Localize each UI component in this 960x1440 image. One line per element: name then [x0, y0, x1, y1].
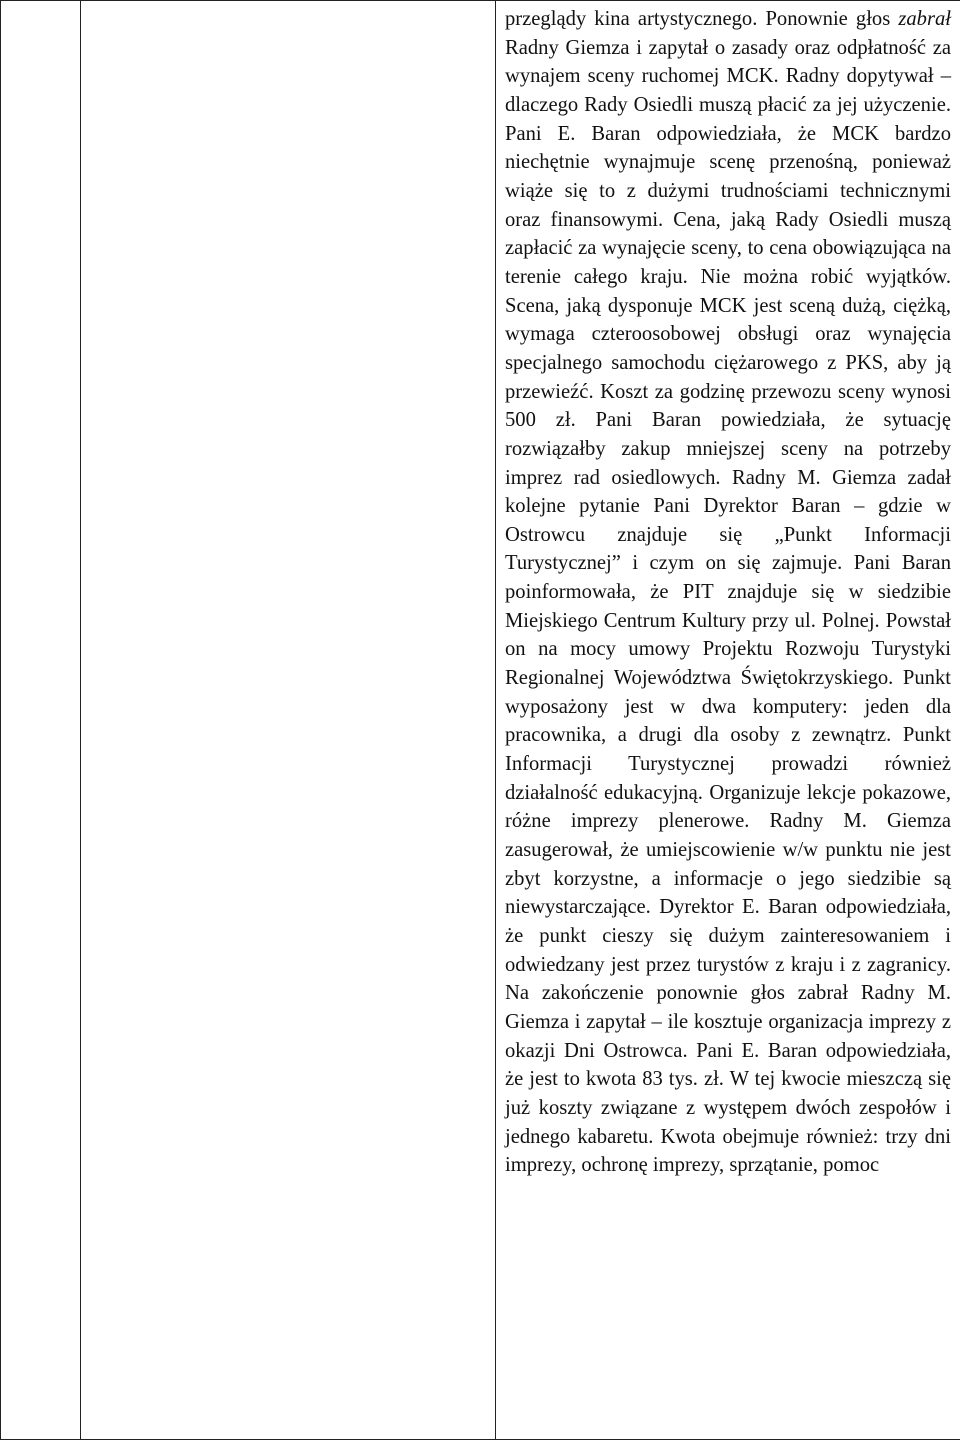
table-cell-item [81, 1, 496, 1440]
minutes-text-italic: zabrał [898, 8, 951, 30]
table-cell-minutes [496, 1, 960, 1440]
table-row [1, 1, 960, 1440]
minutes-text-part-1: przeglądy kina artystycznego. Ponownie głos [505, 8, 890, 30]
table-cell-number [1, 1, 81, 1440]
minutes-text-part-2: Radny Giemza i zapytał o zasady oraz odpłatność za wynajem sceny ruchomej MCK. Radny dopytywał – dlaczego Rady Osiedli muszą płacić za jej użyczenie. Pani E. Baran odpowiedziała, że MCK bardzo niechętnie wynajmuje scenę przenośną, ponieważ wiąże się to z dużymi trudnościami technicznymi oraz finansowymi. Cena, jaką Rady Osiedli muszą zapłacić za wynajęcie sceny, to cena obowiązująca na terenie całego kraju. Nie można robić wyjątków. Scena, jaką dysponuje MCK jest sceną dużą, ciężką, wymaga czteroosobowej obsługi oraz wynajęcia specjalnego samochodu ciężarowego z PKS, aby ją przewieźć. Koszt za godzinę przewozu sceny wynosi 500 zł. Pani Baran powiedziała, że sytuację rozwiązałby zakup mniejszej sceny na potrzeby imprez rad osiedlowych. Radny M. Giemza zadał kolejne pytanie Pani Dyrektor Baran – gdzie w Ostrowcu znajduje się „Punkt Informacji Turystycznej” i czym on się zajmuje. Pani Baran poinformowała, że PIT znajduje się w siedzibie Miejskiego Centrum Kultury przy ul. Polnej. Powstał on na mocy umowy Projektu Rozwoju Turystyki Regionalnej Województwa Świętokrzyskiego. Punkt wyposażony jest w dwa komputery: jeden dla pracownika, a drugi dla osoby z zewnątrz. Punkt Informacji Turystycznej prowadzi również działalność edukacyjną. Organizuje lekcje pokazowe, różne imprezy plenerowe. Radny M. Giemza zasugerował, że umiejscowienie w/w punktu nie jest zbyt korzystne, a informacje o jego siedzibie są niewystarczające. Dyrektor E. Baran odpowiedziała, że punkt cieszy się dużym zainteresowaniem i odwiedzany jest przez turystów z kraju i z zagranicy. Na zakończenie ponownie głos zabrał Radny M. Giemza i zapytał – ile kosztuje organizacja imprezy z okazji Dni Ostrowca. Pani E. Baran odpowiedziała, że jest to kwota 83 tys. zł. W tej kwocie mieszczą się już koszty związane z występem dwóch zespołów i jednego kabaretu. Kwota obejmuje również: trzy dni imprezy, ochronę imprezy, sprzątanie, pomoc [505, 37, 951, 1177]
minutes-paragraph [496, 1, 960, 1180]
